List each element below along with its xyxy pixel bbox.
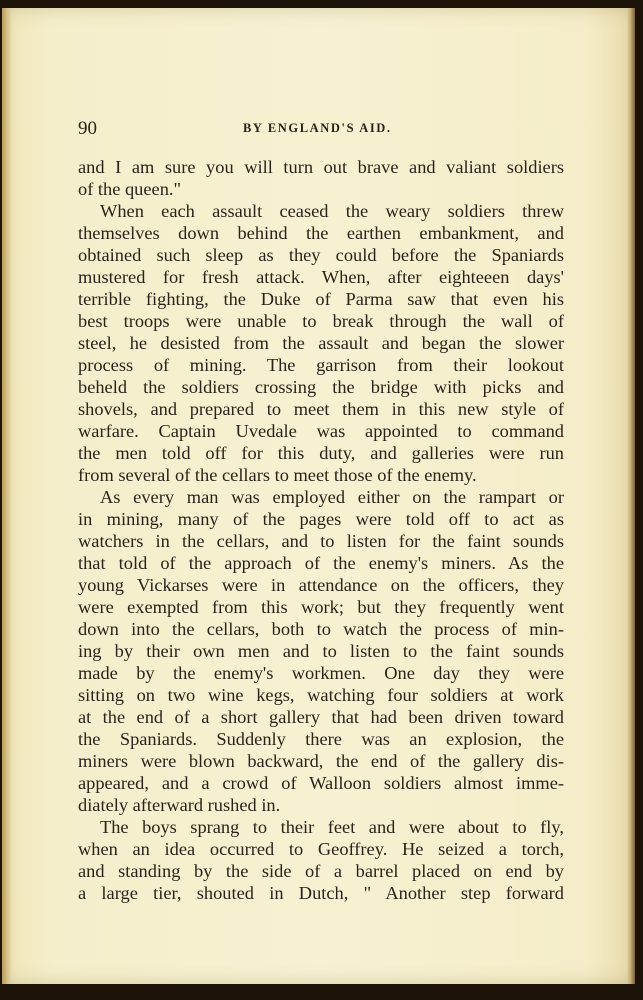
text-line: miners were blown backward, the end of the gallery dis- [78,751,564,771]
text-line: terrible fighting, the Duke of Parma saw that even his [78,289,564,309]
text-line: and I am sure you will turn out brave and valiant soldiers [78,157,564,177]
text-line: best troops were unable to break through the wall of [78,311,564,331]
text-line: in mining, many of the pages were told off to act as [78,509,564,529]
text-line: the Spaniards. Suddenly there was an explosion, the [78,729,564,749]
text-line: the men told off for this duty, and galleries were run [78,443,564,463]
text-line: at the end of a short gallery that had been driven toward [78,707,564,727]
text-line: When each assault ceased the weary soldiers threw [100,201,564,221]
page-outer-edge [627,8,635,984]
text-line: young Vickarses were in attendance on the officers, they [78,575,564,595]
book-title: BY ENGLAND'S AID. [243,121,392,135]
text-line: when an idea occurred to Geoffrey. He seized a torch, [78,839,564,859]
text-line: a large tier, shouted in Dutch, " Another step forward [78,883,564,903]
text-line: steel, he desisted from the assault and began the slower [78,333,564,353]
text-line: down into the cellars, both to watch the process of min- [78,619,564,639]
text-line: warfare. Captain Uvedale was appointed to command [78,421,564,441]
book-page [2,8,635,984]
text-line: from several of the cellars to meet those of the enemy. [78,465,477,485]
text-line: were exempted from this work; but they frequently went [78,597,564,617]
text-line: process of mining. The garrison from their lookout [78,355,564,375]
running-head [78,118,564,142]
body-text [78,156,564,904]
text-line: watchers in the cellars, and to listen for the faint sounds [78,531,564,551]
text-line: beheld the soldiers crossing the bridge with picks and [78,377,564,397]
text-line: appeared, and a crowd of Walloon soldiers almost imme- [78,773,564,793]
text-line: shovels, and prepared to meet them in this new style of [78,399,564,419]
text-line: obtained such sleep as they could before the Spaniards [78,245,564,265]
text-line: The boys sprang to their feet and were about to fly, [100,817,564,837]
text-line: sitting on two wine kegs, watching four soldiers at work [78,685,564,705]
text-line: mustered for fresh attack. When, after eighteeen days' [78,267,564,287]
page-number: 90 [78,118,97,139]
text-line: that told of the approach of the enemy's miners. As the [78,553,564,573]
text-line: diately afterward rushed in. [78,795,281,815]
text-line: ing by their own men and to listen to the faint sounds [78,641,564,661]
text-line: As every man was employed either on the rampart or [100,487,564,507]
text-line: of the queen." [78,179,181,199]
text-line: themselves down behind the earthen embankment, and [78,223,564,243]
page-binding-edge [2,8,12,984]
text-line: made by the enemy's workmen. One day they were [78,663,564,683]
text-line: and standing by the side of a barrel placed on end by [78,861,564,881]
